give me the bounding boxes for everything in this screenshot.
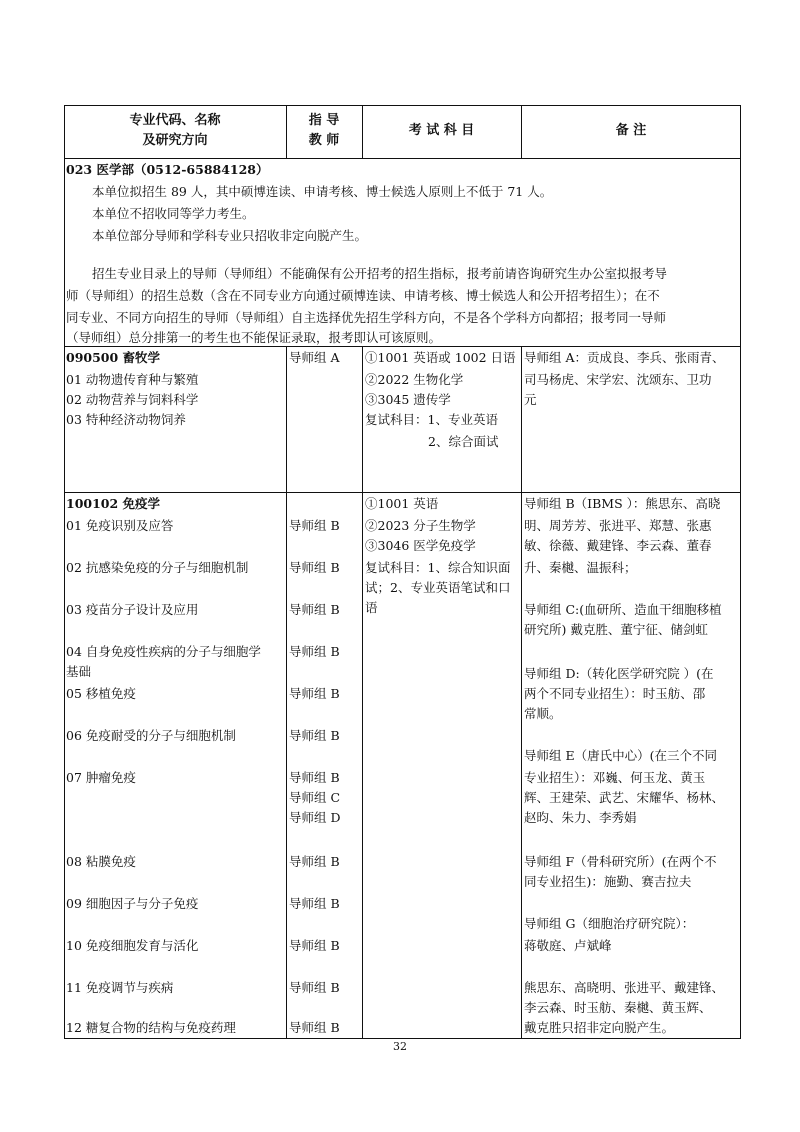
major2-note: 导师组 G（细胞治疗研究院）： <box>524 916 695 931</box>
col-line-3-body <box>521 346 522 1039</box>
major2-direction: 11 免疫调节与疾病 <box>66 980 174 995</box>
major2-supervisor: 导师组 B <box>289 686 340 701</box>
major2-direction: 10 免疫细胞发育与活化 <box>66 938 199 953</box>
header-col4: 备 注 <box>615 123 647 138</box>
major2-note: 敏、徐薇、戴建锋、李云森、董春 <box>524 538 712 553</box>
major2-supervisor: 导师组 D <box>289 810 341 825</box>
major2-note: 研究所) 戴克胜、董宁征、储剑虹 <box>524 622 708 637</box>
major2-supervisor: 导师组 B <box>289 644 340 659</box>
dept-line: 本单位部分导师和学科专业只招收非定向脱产生。 <box>92 228 368 243</box>
major2-direction: 08 粘膜免疫 <box>66 854 136 869</box>
major2-note: 熊思东、高晓明、张进平、戴建锋、 <box>524 980 725 995</box>
major2-title: 100102 免疫学 <box>66 496 161 511</box>
major2-supervisor: 导师组 B <box>289 770 340 785</box>
major2-supervisor: 导师组 C <box>289 790 341 805</box>
major2-supervisor: 导师组 B <box>289 980 340 995</box>
major2-note: 导师组 B（IBMS ）：熊思东、高晓 <box>524 496 721 511</box>
major2-supervisor: 导师组 B <box>289 560 340 575</box>
major2-note: 专业招生）：邓巍、何玉龙、黄玉 <box>524 770 706 785</box>
major2-direction: 03 疫苗分子设计及应用 <box>66 602 199 617</box>
major2-exam: ②2023 分子生物学 <box>365 518 476 533</box>
major1-supervisor: 导师组 A <box>289 350 340 365</box>
major2-exam: ③3046 医学免疫学 <box>365 538 476 553</box>
major2-note: 赵昀、朱力、李秀娟 <box>524 810 637 825</box>
major2-note: 导师组 F（骨科研究所）(在两个不 <box>524 854 717 869</box>
major1-note: 司马杨虎、宋学宏、沈颂东、卫功 <box>524 372 712 387</box>
dept-notice-line: 师（导师组）的招生总数（含在不同专业方向通过硕博连读、申请考核、博士候选人和公开招考招生）；在不 <box>66 288 660 303</box>
major1-exam: ③3045 遗传学 <box>365 392 451 407</box>
major2-direction: 12 糖复合物的结构与免疫药理 <box>66 1020 236 1035</box>
major2-direction-cont: 基础 <box>66 664 92 679</box>
header-col3: 考 试 科 目 <box>408 123 475 138</box>
major1-note: 导师组 A：贡成良、李兵、张雨青、 <box>524 350 725 365</box>
header-col2-line1: 指 导 <box>308 113 340 128</box>
header-col1-line2: 及研究方向 <box>142 133 208 148</box>
major2-supervisor: 导师组 B <box>289 1020 340 1035</box>
major1-exam: ①1001 英语或 1002 日语 <box>365 350 516 365</box>
dept-title: 023 医学部（0512-65884128） <box>66 162 269 177</box>
header-col1-line1: 专业代码、名称 <box>129 113 221 128</box>
major2-note: 蒋敬庭、卢斌峰 <box>524 938 612 953</box>
col-line-2-body <box>362 346 363 1039</box>
major2-direction: 02 抗感染免疫的分子与细胞机制 <box>66 560 249 575</box>
major2-direction: 05 移植免疫 <box>66 686 136 701</box>
page-number: 32 <box>393 1040 407 1053</box>
major1-title: 090500 畜牧学 <box>66 350 161 365</box>
major1-exam: 2、综合面试 <box>428 434 499 449</box>
major2-exam: 试；2、专业英语笔试和口 <box>365 580 511 595</box>
header-bottom-line <box>64 158 741 159</box>
major2-note: 常顺。 <box>524 706 562 721</box>
dept-notice-line: 招生专业目录上的导师（导师组）不能确保有公开招考的招生指标，报考前请咨询研究生办公室拟报考导 <box>92 266 668 281</box>
major2-supervisor: 导师组 B <box>289 602 340 617</box>
major2-note: 升、秦樾、温振科； <box>524 560 637 575</box>
major2-note: 同专业招生)：施勤、赛吉拉夫 <box>524 874 692 889</box>
major2-note: 导师组 C:(血研所、造血干细胞移植 <box>524 602 722 617</box>
major2-note: 导师组 E（唐氏中心）(在三个不同 <box>524 748 717 763</box>
dept-line: 本单位不招收同等学力考生。 <box>92 206 255 221</box>
major1-bottom-line <box>64 492 741 493</box>
header-col2-line2: 教 师 <box>308 133 340 148</box>
col-line-1-body <box>286 346 287 1039</box>
dept-notice-line: 同专业、不同方向招生的导师（导师组）自主选择优先招生学科方向，不是各个学科方向都招；报考同一导师 <box>66 310 667 325</box>
major2-exam: 语 <box>365 600 378 615</box>
major1-exam: 复试科目：1、专业英语 <box>365 412 498 427</box>
major2-direction: 06 免疫耐受的分子与细胞机制 <box>66 728 236 743</box>
major2-note: 明、周芳芳、张进平、郑慧、张惠 <box>524 518 712 533</box>
major2-direction: 07 肿瘤免疫 <box>66 770 136 785</box>
major2-note: 戴克胜只招非定向脱产生。 <box>524 1020 675 1035</box>
major2-note: 导师组 D:（转化医学研究院 ）(在 <box>524 666 714 681</box>
major2-note: 两个不同专业招生）：时玉舫、邵 <box>524 686 706 701</box>
major2-note: 李云森、时玉舫、秦樾、黄玉辉、 <box>524 1000 712 1015</box>
major1-note: 元 <box>524 392 537 407</box>
major2-supervisor: 导师组 B <box>289 938 340 953</box>
major2-exam: 复试科目：1、综合知识面 <box>365 560 511 575</box>
major1-direction: 02 动物营养与饲料科学 <box>66 392 199 407</box>
major2-direction: 01 免疫识别及应答 <box>66 518 174 533</box>
major2-supervisor: 导师组 B <box>289 728 340 743</box>
major2-note: 辉、王建荣、武艺、宋耀华、杨林、 <box>524 790 725 805</box>
major1-direction: 01 动物遗传育种与繁殖 <box>66 372 199 387</box>
major2-supervisor: 导师组 B <box>289 518 340 533</box>
dept-notice-line: （导师组）总分排第一的考生也不能保证录取，报考即认可该原则。 <box>66 330 442 345</box>
major2-direction: 04 自身免疫性疾病的分子与细胞学 <box>66 644 261 659</box>
major2-exam: ①1001 英语 <box>365 496 439 511</box>
dept-line: 本单位拟招生 89 人，其中硕博连读、申请考核、博士候选人原则上不低于 71 人。 <box>92 184 553 199</box>
dept-bottom-line <box>64 346 741 347</box>
major1-direction: 03 特种经济动物饲养 <box>66 412 186 427</box>
major1-exam: ②2022 生物化学 <box>365 372 464 387</box>
major2-direction: 09 细胞因子与分子免疫 <box>66 896 199 911</box>
major2-supervisor: 导师组 B <box>289 896 340 911</box>
major2-supervisor: 导师组 B <box>289 854 340 869</box>
